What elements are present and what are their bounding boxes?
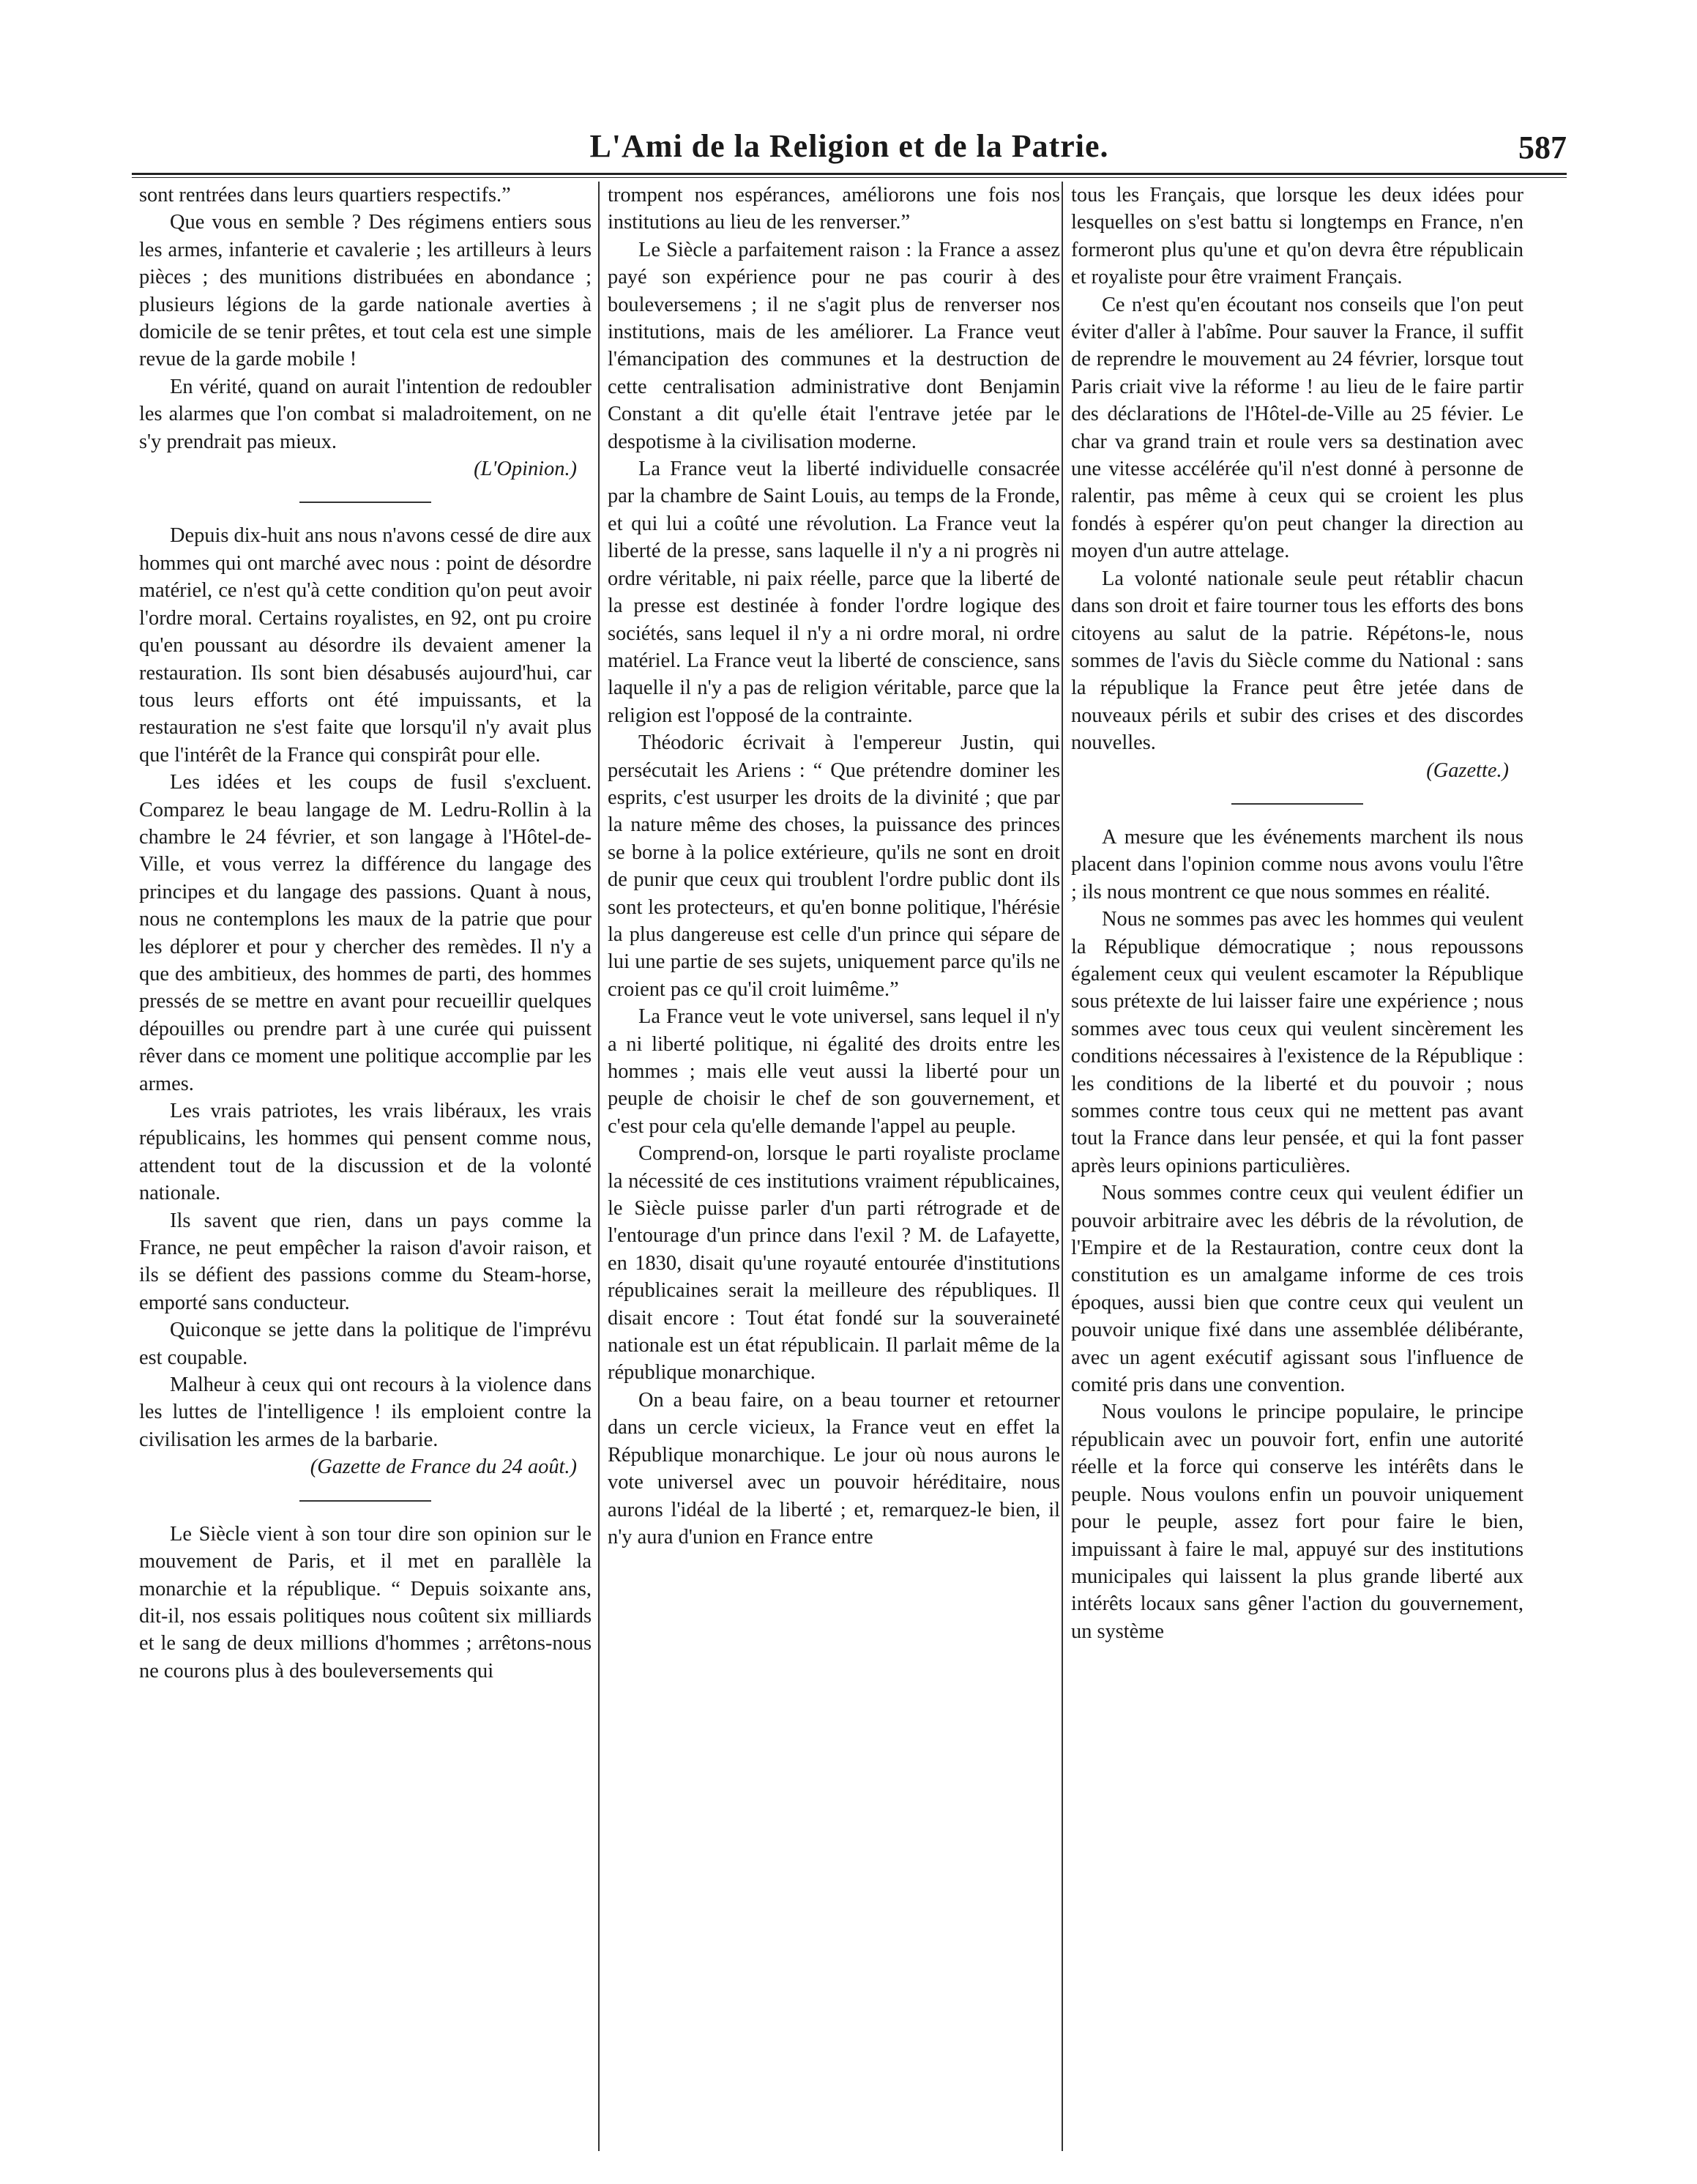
column-3 <box>1071 182 1523 2151</box>
source-attribution: (Gazette de France du 24 août.) <box>310 1456 577 1479</box>
paragraph: Comprend-on, lorsque le parti royaliste proclame la nécessité de ces institutions vraiment républicaines, le Siècle puisse parler d'un parti rétrograde et de l'entourage d'un prince dans l'exil ? M. de Lafayette, en 1830, disait qu'une royauté entourée d'institutions républicaines serait la meilleure des républiques. Il disait encore : Tout état fondé sur la souveraineté nationale est un état républicain. Il parlait même de la république monarchique. <box>608 1142 1060 1384</box>
paragraph: Théodoric écrivait à l'empereur Justin, qui persécutait les Ariens : “ Que prétendre dominer les esprits, c'est usurper les droits de la divinité ; que par la nature même des choses, la puissance des princes se borne à la police extérieure, qu'ils ne sont en droit de punir que ceux qui troublent l'ordre public dont ils sont les protecteurs, et qu'en bonne politique, l'hérésie la plus dangereuse est celle d'un prince qui sépare de lui une partie de ses sujets, uniquement parce qu'ils ne croient pas ce qu'il croit luimême.” <box>608 731 1060 1001</box>
paragraph: Malheur à ceux qui ont recours à la violence dans les luttes de l'intelligence ! ils emploient contre la civilisation les armes de la barbarie. <box>139 1374 592 1451</box>
paragraph: Depuis dix-huit ans nous n'avons cessé de dire aux hommes qui ont marché avec nous : point de désordre matériel, ce n'est qu'à cette condition qu'on peut avoir l'ordre moral. Certains royalistes, en 92, ont pu croire qu'en poussant au désordre ils devaient amener la restauration. Ils sont bien désabusés aujourd'hui, car tous leurs efforts ont été impuissants, et la restauration ne s'est faite que lorsqu'il n'y avait plus que l'intérêt de la France qui conspirât pour elle. <box>139 524 592 767</box>
source-attribution: (L'Opinion.) <box>474 458 577 481</box>
paragraph: Nous voulons le principe populaire, le principe républicain avec un pouvoir fort, enfin une autorité réelle et la force qui conserve les intérêts dans le peuple. Nous voulons enfin un pouvoir uniquement pour le peuple, assez fort pour faire le bien, impuissant à faire le mal, appuyé sur des institutions municipales qui laissent la plus grande liberté aux intérêts locaux sans gêner l'action du gouvernement, un système <box>1071 1401 1523 1643</box>
column-2 <box>608 182 1060 2151</box>
page-header <box>132 123 1567 174</box>
column-1 <box>139 182 592 2151</box>
column-divider <box>1062 182 1063 2151</box>
paragraph: Quiconque se jette dans la politique de l'imprévu est coupable. <box>139 1319 592 1369</box>
column-divider <box>598 182 600 2151</box>
article-separator <box>1231 803 1363 805</box>
running-title: L'Ami de la Religion et de la Patrie. <box>589 128 1109 164</box>
paragraph: Nous sommes contre ceux qui veulent édifier un pouvoir arbitraire avec les débris de la révolution, de l'Empire et de la Restauration, contre ceux dont la constitution es un amalgame informe de ces trois époques, aussi bien que contre ceux qui veulent un pouvoir unique fixé dans une assemblée délibérante, avec un agent exécutif agissant sous l'influence de comité pris dans une convention. <box>1071 1182 1523 1397</box>
paragraph: A mesure que les événements marchent ils nous placent dans l'opinion comme nous avons voulu l'être ; ils nous montrent ce que nous sommes en réalité. <box>1071 825 1523 903</box>
paragraph: Ils savent que rien, dans un pays comme la France, ne peut empêcher la raison d'avoir raison, et ils se défient des passions comme du Steam-horse, emporté sans conducteur. <box>139 1209 592 1314</box>
paragraph: Les vrais patriotes, les vrais libéraux, les vrais républicains, les hommes qui pensent comme nous, attendent tout de la discussion et de la volonté nationale. <box>139 1100 592 1205</box>
paragraph: On a beau faire, on a beau tourner et retourner dans un cercle vicieux, la France veut en effet la République monarchique. Le jour où nous aurons le vote universel avec un pouvoir héréditaire, nous aurons l'idéal de la liberté ; et, remarquez-le bien, il n'y aura d'union en France entre <box>608 1388 1060 1548</box>
article-separator <box>299 1500 431 1502</box>
paragraph: Les idées et les coups de fusil s'excluent. Comparez le beau langage de M. Ledru-Rollin à la chambre le 24 février, et son langage à l'Hôtel-de-Ville, et vous verrez la différence du langage des principes et du langage des passions. Quant à nous, nous ne contemplons les maux de la patrie que pour les déplorer et pour y chercher des remèdes. Il n'y a que des ambitieux, des hommes de parti, des hommes pressés de se mettre en avant pour recueillir quelques dépouilles ou prendre part à une curée qui puissent rêver dans ce moment une politique accomplie par les armes. <box>139 771 592 1095</box>
paragraph: La France veut le vote universel, sans lequel il n'y a ni liberté politique, ni égalité des droits entre les hommes ; mais elle veut aussi la liberté pour un peuple de choisir le chef de son gouvernement, et c'est pour cela qu'elle demande l'appel au peuple. <box>608 1005 1060 1138</box>
paragraph: Que vous en semble ? Des régimens entiers sous les armes, infanterie et cavalerie ; les artilleurs à leurs pièces ; des munitions distribuées en abondance ; plusieurs légions de la garde nationale averties à domicile de se tenir prêtes, et tout cela est une simple revue de la garde mobile ! <box>139 211 592 371</box>
paragraph: La France veut la liberté individuelle consacrée par la chambre de Saint Louis, au temps de la Fronde, et qui lui a coûté une révolution. La France veut la liberté de la presse, sans laquelle il n'y a ni progrès ni ordre véritable, ni paix réelle, parce que la liberté de la presse est destinée à fonder l'ordre logique des sociétés, sans lequel il n'y a ni ordre moral, ni ordre matériel. La France veut la liberté de conscience, sans laquelle il n'y a pas de religion véritable, parce que la religion est l'opposé de la contrainte. <box>608 458 1060 727</box>
paragraph: La volonté nationale seule peut rétablir chacun dans son droit et faire tourner tous les efforts des bons citoyens au salut de la patrie. Répétons-le, nous sommes de l'avis du Siècle comme du National : sans la république la France peut être jetée dans de nouveaux périls et subir des crises et des discordes nouvelles. <box>1071 567 1523 755</box>
paragraph: sont rentrées dans leurs quartiers respectifs.” <box>139 184 511 206</box>
paragraph: Nous ne sommes pas avec les hommes qui veulent la République démocratique ; nous repoussons également ceux qui veulent escamoter la République sous prétexte de lui laisser faire une expérience ; nous sommes avec tous ceux qui veulent sincèrement les conditions nécessaires à l'existence de la République : les conditions de la liberté et du pouvoir ; nous sommes contre tous ceux qui ne mettent pas avant tout la France dans leur pensée, et qui la font passer après leurs opinions particulières. <box>1071 908 1523 1177</box>
article-separator <box>299 502 431 503</box>
paragraph: En vérité, quand on aurait l'intention de redoubler les alarmes que l'on combat si maladroitement, on ne s'y prendrait pas mieux. <box>139 375 592 453</box>
paragraph: Le Siècle vient à son tour dire son opinion sur le mouvement de Paris, et il met en parallèle la monarchie et la république. “ Depuis soixante ans, dit-il, nos essais politiques nous coûtent six milliards et le sang de deux millions d'hommes ; arrêtons-nous ne courons plus à des bouleversements qui <box>139 1522 592 1682</box>
paragraph: trompent nos espérances, améliorons une fois nos institutions au lieu de les renverser.” <box>608 184 1060 234</box>
paragraph: tous les Français, que lorsque les deux idées pour lesquelles on s'est battu si longtemps en France, n'en formeront plus qu'une et qu'on devra être républicain et royaliste pour être vraiment Français. <box>1071 184 1523 289</box>
paragraph: Le Siècle a parfaitement raison : la France a assez payé son expérience pour ne pas courir à des bouleversemens ; il ne s'agit plus de renverser nos institutions, mais de les améliorer. La France veut l'émancipation des communes et la destruction de cette centralisation administrative dont Benjamin Constant a dit qu'elle était l'entrave jetée par le despotisme à la civilisation moderne. <box>608 238 1060 453</box>
header-rule <box>132 173 1567 178</box>
page-number: 587 <box>1518 130 1567 165</box>
source-attribution: (Gazette.) <box>1426 759 1509 782</box>
paragraph: Ce n'est qu'en écoutant nos conseils que l'on peut éviter d'aller à l'abîme. Pour sauver la France, il suffit de reprendre le mouvement au 24 février, lorsque tout Paris criait vive la réforme ! au lieu de le faire partir des déclarations de l'Hôtel-de-Ville au 25 févier. Le char va grand train et roule vers sa destination avec une vitesse accélérée qu'il n'est donné à personne de ralentir, pas même à ceux qui se croient les plus fondés à espérer qu'on peut changer la direction au moyen d'un autre attelage. <box>1071 293 1523 563</box>
